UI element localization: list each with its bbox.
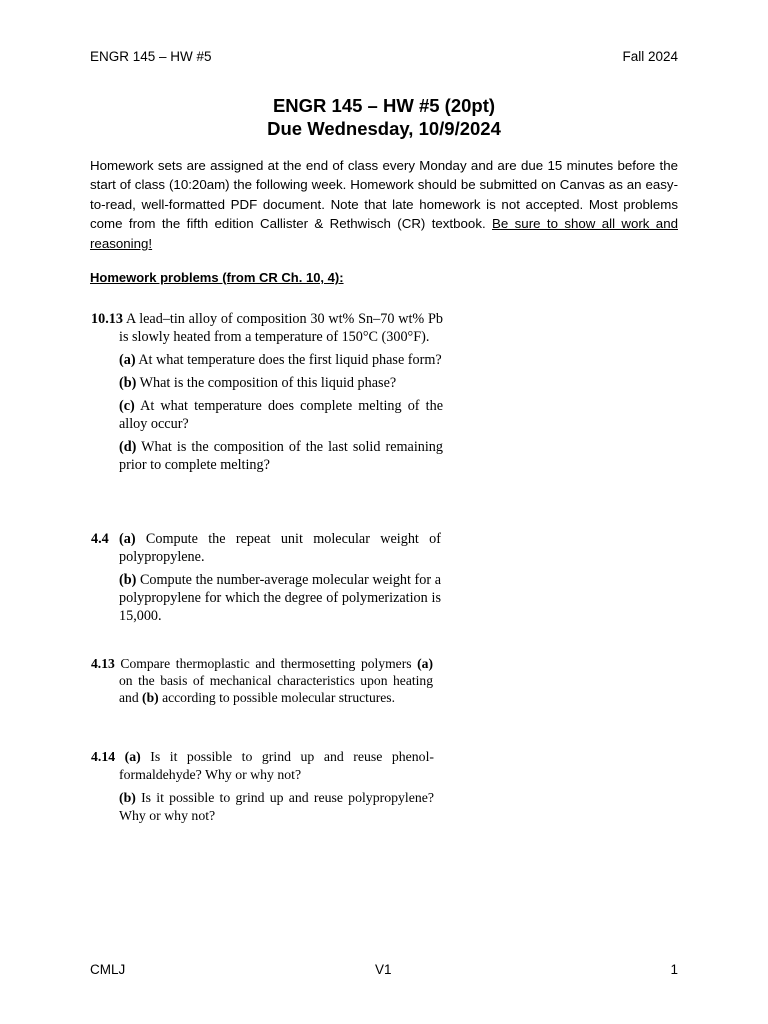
problem-stem xyxy=(91,655,433,706)
part-label: (a) xyxy=(124,749,141,764)
part-label: (b) xyxy=(119,572,137,588)
header-term: Fall 2024 xyxy=(622,49,678,64)
problem-10-13 xyxy=(91,310,443,474)
problem-stem xyxy=(91,310,443,346)
problem-number: 10.13 xyxy=(91,311,123,327)
problem-number: 4.4 xyxy=(91,531,109,547)
part-d xyxy=(119,438,443,474)
part-text: Compute the number-average molecular weight for a polypropylene for which the degree of polymerization is 15,000. xyxy=(119,572,442,624)
part-label: (a) xyxy=(119,531,136,547)
part-b xyxy=(119,374,443,392)
part-label: (b) xyxy=(119,375,137,391)
problem-text: A lead–tin alloy of composition 30 wt% Sn–70 wt% Pb is slowly heated from a temperature of 150°C (300°F). xyxy=(119,311,443,345)
problem-number: 4.13 xyxy=(91,656,115,671)
intro-text: Homework sets are assigned at the end of class every Monday and are due 15 minutes before the start of class (10:20am) the following week. Homework should be submitted on Canvas as an easy-to-read, well-formatted PDF document. Note that late homework is not accepted. Most problems come from the fifth edition Callister & Rethwisch (CR) textbook. xyxy=(90,158,678,232)
part-b xyxy=(119,571,441,625)
problem-4-4 xyxy=(91,530,441,625)
part-label: (a) xyxy=(119,352,136,368)
part-label: (c) xyxy=(119,398,135,414)
part-text: At what temperature does the first liquid phase form? xyxy=(138,352,442,368)
footer-version: V1 xyxy=(375,962,392,977)
section-title: Homework problems (from CR Ch. 10, 4): xyxy=(90,270,344,285)
part-a xyxy=(119,351,443,369)
problem-number: 4.14 xyxy=(91,749,116,764)
problem-text: on the basis of mechanical characteristics upon heating and xyxy=(119,673,433,705)
problem-4-13 xyxy=(91,655,433,706)
page-number: 1 xyxy=(670,962,678,977)
part-text: Is it possible to grind up and reuse phenol-formaldehyde? Why or why not? xyxy=(119,749,435,782)
part-text: At what temperature does complete melting of the alloy occur? xyxy=(119,398,443,432)
problem-4-14 xyxy=(91,748,434,825)
part-text: Is it possible to grind up and reuse polypropylene? Why or why not? xyxy=(119,790,434,823)
part-label: (b) xyxy=(119,790,136,805)
intro-paragraph xyxy=(90,156,678,253)
part-text: Compute the repeat unit molecular weight of polypropylene. xyxy=(119,531,441,565)
footer-initials: CMLJ xyxy=(90,962,126,977)
title-line-2: Due Wednesday, 10/9/2024 xyxy=(267,118,501,139)
title-line-1: ENGR 145 – HW #5 (20pt) xyxy=(272,95,496,116)
part-text: What is the composition of the last solid remaining prior to complete melting? xyxy=(119,439,443,473)
part-label: (d) xyxy=(119,439,137,455)
problem-text: according to possible molecular structures. xyxy=(162,690,395,705)
intro-emphasis: Be sure to show all work and reasoning! xyxy=(90,216,678,251)
part-label: (a) xyxy=(417,656,433,671)
page-title xyxy=(0,94,768,140)
part-text: What is the composition of this liquid phase? xyxy=(139,375,397,391)
part-label: (b) xyxy=(142,690,159,705)
part-a xyxy=(91,530,441,566)
part-a xyxy=(91,748,434,784)
problem-text: Compare thermoplastic and thermosetting polymers xyxy=(120,656,412,671)
part-c xyxy=(119,397,443,433)
part-b xyxy=(119,789,434,825)
header-course: ENGR 145 – HW #5 xyxy=(90,49,212,64)
